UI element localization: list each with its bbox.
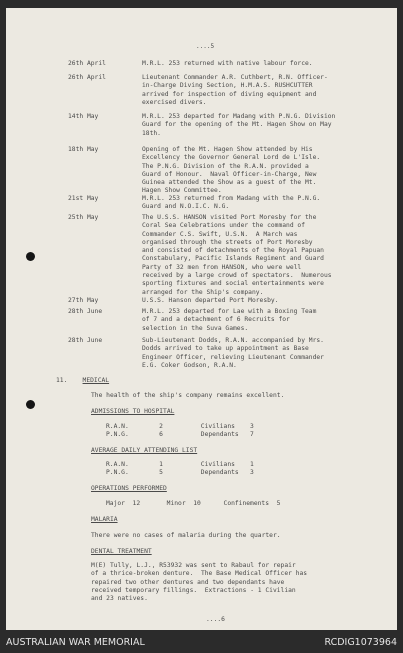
entry-text: M.R.L. 253 departed for Madang with P.N.G. Division Guard for the opening of the Mt. Hagen Show on May 18th. xyxy=(142,113,336,137)
entry-date: 25th May xyxy=(68,214,99,221)
attending-row: P.N.G. 5 Dependants 3 xyxy=(106,469,254,476)
admissions-heading: ADMISSIONS TO HOSPITAL xyxy=(91,408,175,415)
section-number: 11. xyxy=(56,377,68,384)
attending-heading: AVERAGE DAILY ATTENDING LIST xyxy=(91,447,198,454)
credit-id: RCDIG1073964 xyxy=(324,637,397,648)
entry-text: M.R.L. 253 departed for Lae with a Boxing Team of 7 and a detachment of 6 Recruits for selection in the Suva Games. xyxy=(142,308,317,332)
admissions-row: R.A.N. 2 Civilians 3 xyxy=(106,423,254,430)
entry-text: M.R.L. 253 returned from Madang with the P.N.G. Guard and N.O.I.C. N.G. xyxy=(142,195,321,211)
medical-intro: The health of the ship's company remains excellent. xyxy=(91,392,285,399)
medical-section-heading xyxy=(56,377,109,385)
malaria-text: There were no cases of malaria during the quarter. xyxy=(91,532,281,539)
entry-text: The U.S.S. HANSON visited Port Moresby for the Coral Sea Celebrations under the command of Commander C.S. Swift, U.S.N. A March was organised through the streets of Port Moresby and consisted of detachments of the Royal Papuan Constabulary, Pacific Islands Regiment and Guard Party of 32 men from HANSON, who were well received by a large crowd of spectators. Numerous sporting fixtures and social entertainments were arranged for the Ship's company. xyxy=(142,214,332,296)
admissions-row: P.N.G. 6 Dependants 7 xyxy=(106,431,254,438)
entry-date: 26th April xyxy=(68,60,106,67)
entry-text: Lieutenant Commander A.R. Cuthbert, R.N. Officer- in-Charge Diving Section, H.M.A.S. RUSHCUTTER arrived for inspection of diving equipment and exercised divers. xyxy=(142,74,328,106)
entry-text: U.S.S. Hanson departed Port Moresby. xyxy=(142,297,279,304)
dental-heading: DENTAL TREATMENT xyxy=(91,548,152,555)
attending-row: R.A.N. 1 Civilians 1 xyxy=(106,461,254,468)
entry-date: 27th May xyxy=(68,297,99,304)
entry-text: Sub-Lieutenant Dodds, R.A.N. accompanied by Mrs. Dodds arrived to take up appointment as Base Engineer Officer, relieving Lieutenant Commander E.G. Coker Godson, R.A.N. xyxy=(142,337,324,369)
entry-date: 28th June xyxy=(68,308,103,315)
entry-date: 28th June xyxy=(68,337,103,344)
credit-bar xyxy=(0,631,403,653)
credit-source: AUSTRALIAN WAR MEMORIAL xyxy=(6,637,145,648)
punch-hole xyxy=(26,400,35,409)
entry-date: 14th May xyxy=(68,113,99,120)
dental-text: M(E) Tully, L.J., R53932 was sent to Rabaul for repair of a thrice-broken denture. The Base Medical Officer has repaired two other dentures and two dependants have received temporary fillings. Extractions - 1 Civilian and 23 natives. xyxy=(91,562,308,603)
page-continuation: ....6 xyxy=(206,616,225,623)
page-header: ....5 xyxy=(196,43,215,50)
operations-row: Major 12 Minor 10 Confinements 5 xyxy=(106,500,281,507)
entry-date: 26th April xyxy=(68,74,106,81)
section-title: MEDICAL xyxy=(82,377,110,384)
entry-date: 21st May xyxy=(68,195,99,202)
entry-text: M.R.L. 253 returned with native labour force. xyxy=(142,60,313,67)
operations-heading: OPERATIONS PERFORMED xyxy=(91,485,167,492)
entry-text: Opening of the Mt. Hagen Show attended by His Excellency the Governor General Lord de L'Isle. The P.N.G. Division of the R.A.N. provided a Guard of Honour. Naval Officer-in-Charge, New Guinea attended the Show as a guest of the Mt. Hagen Show Committee. xyxy=(142,146,321,195)
entry-date: 18th May xyxy=(68,146,99,153)
malaria-heading: MALARIA xyxy=(91,516,118,523)
document-page xyxy=(6,8,397,630)
punch-hole xyxy=(26,252,35,261)
